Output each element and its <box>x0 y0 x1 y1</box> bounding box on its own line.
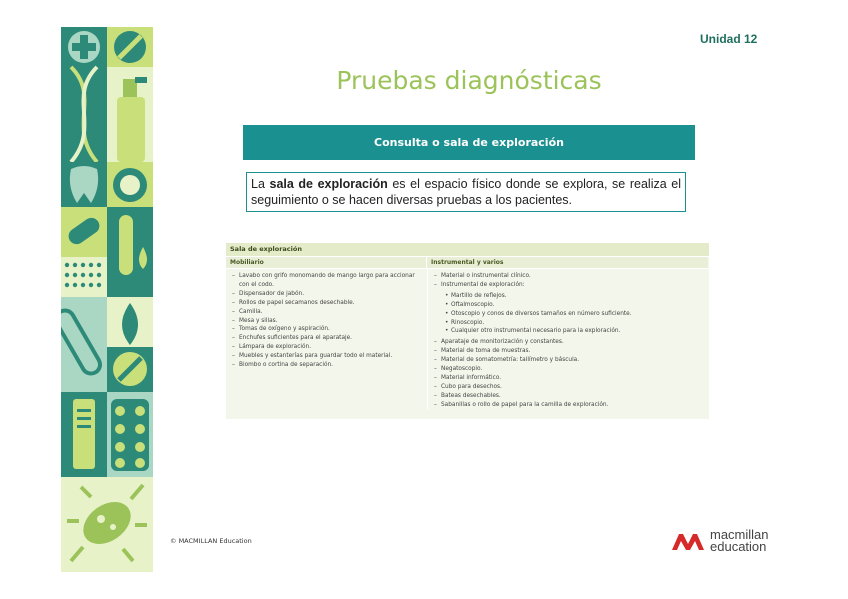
macmillan-m-icon <box>670 530 706 552</box>
list-item: – Bateas desechables. <box>434 392 705 401</box>
definition-box <box>246 172 686 212</box>
sub-list-item: • Martillo de reflejos. <box>445 292 705 301</box>
equipment-table <box>226 243 709 419</box>
list-item: – Tomas de oxígeno y aspiración. <box>232 325 423 334</box>
list-item: – Enchufes suficientes para el aparataje. <box>232 334 423 343</box>
list-item: – Lámpara de exploración. <box>232 343 423 352</box>
definition-after: es el espacio físico donde se explora, se realiza el seguimiento o se hacen diversas pruebas a los pacientes. <box>251 177 681 207</box>
sub-list-item: • Oftalmoscopio. <box>445 301 705 310</box>
list-item <box>434 281 705 336</box>
list-item: – Material de somatometría: tallímetro y báscula. <box>434 356 705 365</box>
list-item: – Cubo para desechos. <box>434 383 705 392</box>
section-title: Consulta o sala de exploración <box>374 136 564 149</box>
logo-line-1: macmillan <box>710 527 769 542</box>
macmillan-logo <box>670 522 780 560</box>
list-item: – Muebles y estanterías para guardar todo el material. <box>232 352 423 361</box>
logo-text <box>710 529 769 553</box>
furniture-list <box>226 269 427 370</box>
sub-list-item: • Otoscopio y conos de diversos tamaños en número suficiente. <box>445 310 705 319</box>
list-item-label: Instrumental de exploración: <box>441 281 525 288</box>
list-item: – Material de toma de muestras. <box>434 347 705 356</box>
sub-list-item: • Cualquier otro instrumental necesario para la exploración. <box>445 327 705 336</box>
section-title-bar <box>243 125 695 160</box>
list-item: – Negatoscopio. <box>434 365 705 374</box>
list-item: – Camilla. <box>232 308 423 317</box>
definition-before: La <box>251 177 270 191</box>
list-item: – Biombo o cortina de separación. <box>232 361 423 370</box>
list-item: – Aparataje de monitorización y constantes. <box>434 338 705 347</box>
logo-line-2: education <box>710 539 767 554</box>
list-item: – Dispensador de jabón. <box>232 290 423 299</box>
sub-list-item: • Rinoscopio. <box>445 319 705 328</box>
list-item: – Mesa y sillas. <box>232 317 423 326</box>
copyright-notice: © MACMILLAN Education <box>170 537 252 545</box>
unit-label: Unidad 12 <box>700 32 758 46</box>
list-item: – Rollos de papel secamanos desechable. <box>232 299 423 308</box>
column-header-instruments: Instrumental y varios <box>427 257 708 268</box>
table-body-row <box>226 268 709 410</box>
definition-term: sala de exploración <box>269 177 388 191</box>
list-item: – Material o instrumental clínico. <box>434 272 705 281</box>
table-title: Sala de exploración <box>226 243 709 256</box>
instruments-list <box>428 269 709 410</box>
column-header-furniture: Mobiliario <box>226 257 427 268</box>
list-item: – Material informático. <box>434 374 705 383</box>
table-header-row <box>226 256 709 268</box>
page-title: Pruebas diagnósticas <box>336 66 602 95</box>
list-item: – Sabanillas o rollo de papel para la camilla de exploración. <box>434 401 705 410</box>
list-item: – Lavabo con grifo monomando de mango largo para accionar con el codo. <box>232 272 423 290</box>
instruments-column <box>428 269 709 410</box>
furniture-column <box>226 269 428 410</box>
exploration-instruments-sublist <box>441 292 705 337</box>
decorative-medical-strip <box>61 27 153 572</box>
